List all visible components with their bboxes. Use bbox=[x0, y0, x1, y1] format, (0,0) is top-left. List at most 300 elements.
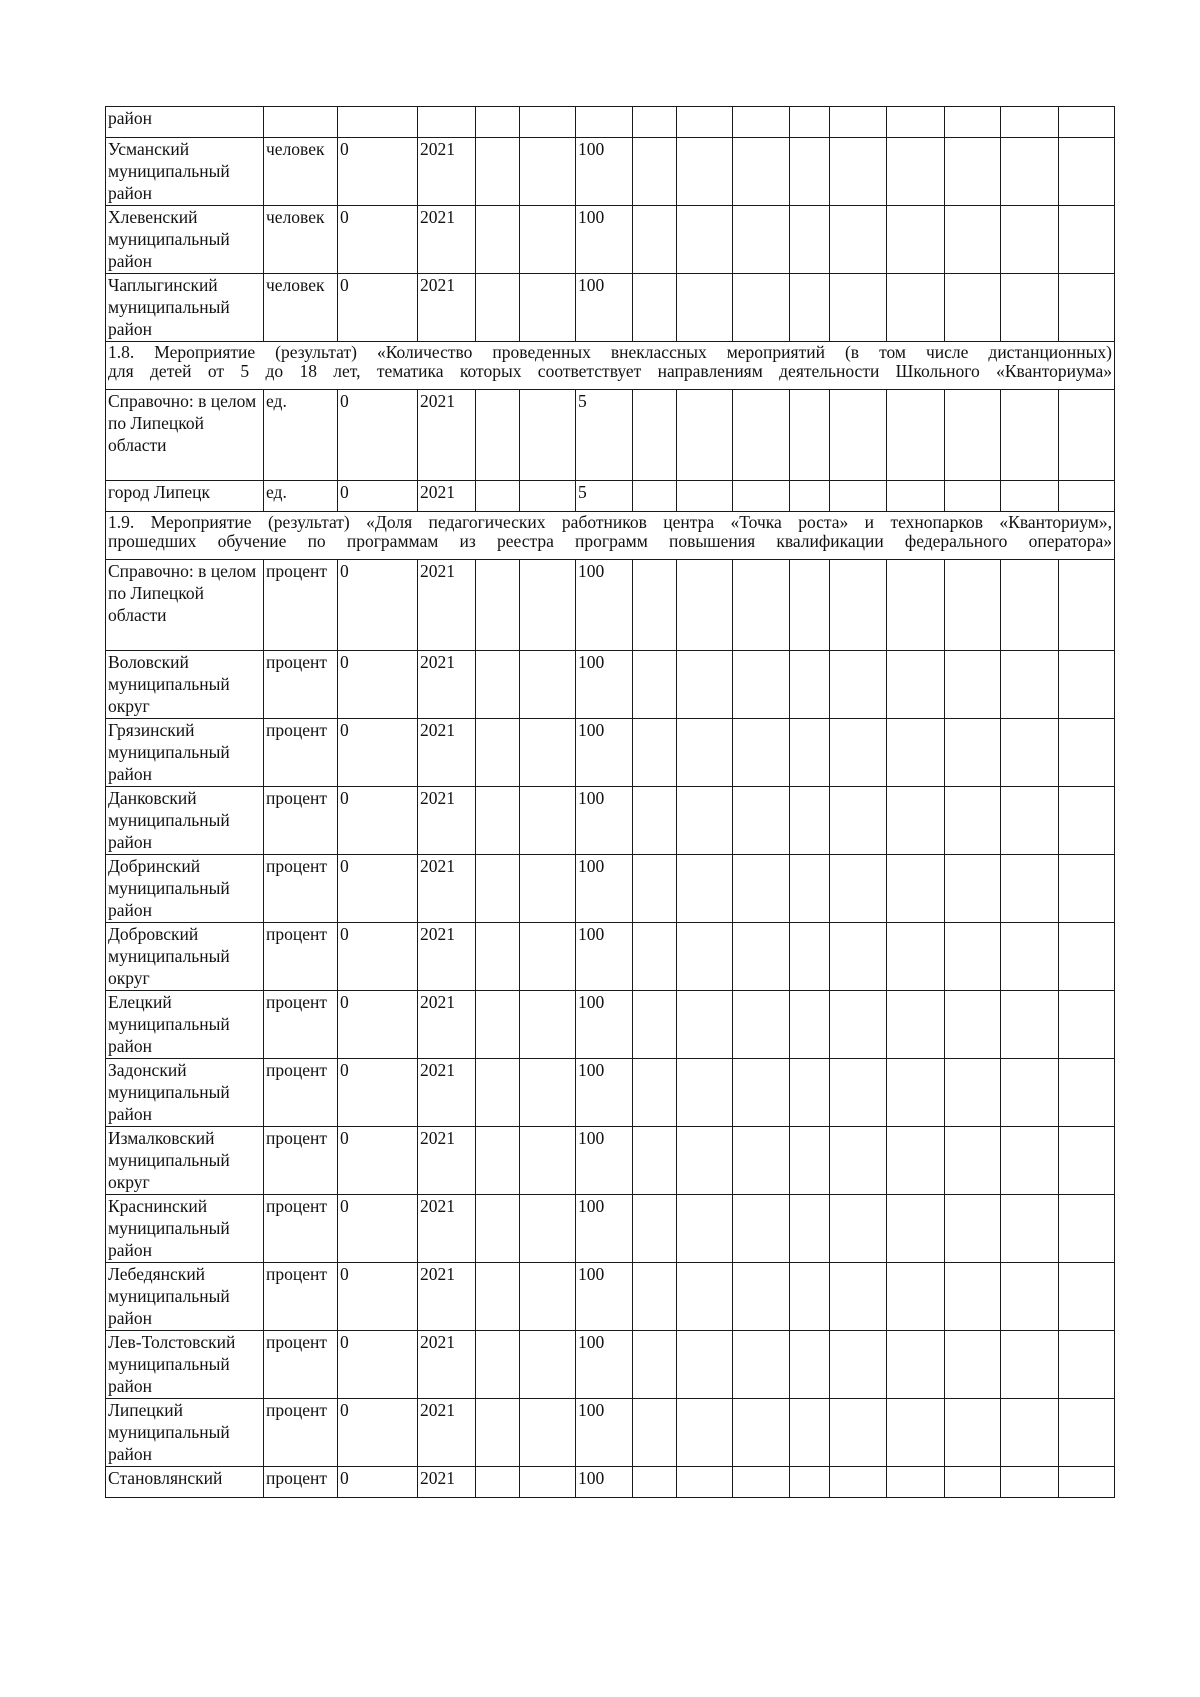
empty-cell bbox=[830, 923, 887, 991]
unit-cell: человек bbox=[264, 206, 338, 274]
base-year-cell: 2021 bbox=[418, 651, 476, 719]
empty-cell bbox=[733, 1195, 790, 1263]
empty-cell bbox=[633, 481, 677, 512]
target-value-cell: 100 bbox=[576, 787, 633, 855]
empty-cell bbox=[733, 651, 790, 719]
target-value-cell bbox=[576, 107, 633, 138]
empty-cell bbox=[633, 560, 677, 651]
empty-cell bbox=[520, 274, 576, 342]
empty-cell bbox=[677, 481, 733, 512]
empty-cell bbox=[633, 1467, 677, 1498]
empty-cell bbox=[945, 719, 1001, 787]
empty-cell bbox=[945, 1399, 1001, 1467]
empty-cell bbox=[677, 1127, 733, 1195]
empty-cell bbox=[887, 206, 945, 274]
base-year-cell: 2021 bbox=[418, 923, 476, 991]
empty-cell bbox=[677, 1331, 733, 1399]
empty-cell bbox=[790, 481, 830, 512]
empty-cell bbox=[1001, 481, 1059, 512]
empty-cell bbox=[790, 991, 830, 1059]
empty-cell bbox=[1059, 923, 1115, 991]
empty-cell bbox=[1001, 991, 1059, 1059]
empty-cell bbox=[520, 1059, 576, 1127]
empty-cell bbox=[733, 1127, 790, 1195]
empty-cell bbox=[520, 1195, 576, 1263]
empty-cell bbox=[677, 107, 733, 138]
territory-cell: Чаплыгинский муниципальный район bbox=[106, 274, 264, 342]
empty-cell bbox=[1059, 787, 1115, 855]
base-value-cell: 0 bbox=[338, 855, 418, 923]
empty-cell bbox=[1059, 274, 1115, 342]
empty-cell bbox=[633, 855, 677, 923]
unit-cell: человек bbox=[264, 274, 338, 342]
base-year-cell: 2021 bbox=[418, 206, 476, 274]
empty-cell bbox=[476, 1195, 520, 1263]
empty-cell bbox=[733, 855, 790, 923]
empty-cell bbox=[677, 1399, 733, 1467]
base-year-cell: 2021 bbox=[418, 787, 476, 855]
empty-cell bbox=[830, 1127, 887, 1195]
territory-cell: Хлевенский муниципальный район bbox=[106, 206, 264, 274]
target-value-cell: 100 bbox=[576, 1059, 633, 1127]
base-year-cell: 2021 bbox=[418, 138, 476, 206]
empty-cell bbox=[1001, 1127, 1059, 1195]
table-row bbox=[106, 206, 1115, 274]
empty-cell bbox=[476, 1127, 520, 1195]
empty-cell bbox=[633, 1195, 677, 1263]
section-title-line: прошедших обучение по программам из реестра программ повышения квалификации федерального оператора» bbox=[108, 531, 1112, 551]
table-row bbox=[106, 1467, 1115, 1498]
empty-cell bbox=[633, 787, 677, 855]
empty-cell bbox=[830, 787, 887, 855]
empty-cell bbox=[1001, 206, 1059, 274]
empty-cell bbox=[476, 1399, 520, 1467]
base-value-cell: 0 bbox=[338, 651, 418, 719]
empty-cell bbox=[1059, 1059, 1115, 1127]
empty-cell bbox=[790, 1127, 830, 1195]
empty-cell bbox=[887, 787, 945, 855]
empty-cell bbox=[945, 855, 1001, 923]
territory-cell: Задонский муниципальный район bbox=[106, 1059, 264, 1127]
empty-cell bbox=[1001, 274, 1059, 342]
unit-cell: ед. bbox=[264, 481, 338, 512]
table-row bbox=[106, 560, 1115, 651]
table-row bbox=[106, 855, 1115, 923]
empty-cell bbox=[945, 1331, 1001, 1399]
empty-cell bbox=[945, 923, 1001, 991]
empty-cell bbox=[1001, 855, 1059, 923]
empty-cell bbox=[830, 107, 887, 138]
empty-cell bbox=[476, 1263, 520, 1331]
empty-cell bbox=[520, 1467, 576, 1498]
empty-cell bbox=[830, 1263, 887, 1331]
empty-cell bbox=[945, 560, 1001, 651]
table-row bbox=[106, 719, 1115, 787]
empty-cell bbox=[1059, 138, 1115, 206]
empty-cell bbox=[887, 991, 945, 1059]
empty-cell bbox=[1001, 1059, 1059, 1127]
empty-cell bbox=[476, 787, 520, 855]
unit-cell: процент bbox=[264, 1127, 338, 1195]
empty-cell bbox=[887, 481, 945, 512]
empty-cell bbox=[476, 206, 520, 274]
empty-cell bbox=[790, 1195, 830, 1263]
empty-cell bbox=[1001, 1467, 1059, 1498]
empty-cell bbox=[945, 138, 1001, 206]
empty-cell bbox=[1059, 560, 1115, 651]
territory-cell: Елецкий муниципальный район bbox=[106, 991, 264, 1059]
base-year-cell: 2021 bbox=[418, 390, 476, 481]
base-value-cell: 0 bbox=[338, 1331, 418, 1399]
empty-cell bbox=[733, 481, 790, 512]
empty-cell bbox=[520, 651, 576, 719]
target-value-cell: 100 bbox=[576, 206, 633, 274]
empty-cell bbox=[887, 138, 945, 206]
empty-cell bbox=[830, 855, 887, 923]
empty-cell bbox=[790, 923, 830, 991]
empty-cell bbox=[476, 1331, 520, 1399]
empty-cell bbox=[1059, 390, 1115, 481]
empty-cell bbox=[520, 107, 576, 138]
table-row bbox=[106, 138, 1115, 206]
empty-cell bbox=[677, 1467, 733, 1498]
table-row bbox=[106, 1059, 1115, 1127]
base-value-cell: 0 bbox=[338, 390, 418, 481]
territory-cell: Краснинский муниципальный район bbox=[106, 1195, 264, 1263]
unit-cell: процент bbox=[264, 1263, 338, 1331]
empty-cell bbox=[830, 206, 887, 274]
empty-cell bbox=[830, 719, 887, 787]
base-year-cell: 2021 bbox=[418, 1263, 476, 1331]
base-year-cell: 2021 bbox=[418, 1195, 476, 1263]
empty-cell bbox=[790, 1399, 830, 1467]
empty-cell bbox=[830, 1399, 887, 1467]
empty-cell bbox=[677, 1263, 733, 1331]
empty-cell bbox=[677, 390, 733, 481]
territory-cell: Воловский муниципальный округ bbox=[106, 651, 264, 719]
empty-cell bbox=[1059, 651, 1115, 719]
target-value-cell: 5 bbox=[576, 390, 633, 481]
table-row bbox=[106, 1195, 1115, 1263]
empty-cell bbox=[733, 1467, 790, 1498]
territory-cell: город Липецк bbox=[106, 481, 264, 512]
target-value-cell: 100 bbox=[576, 719, 633, 787]
table-row bbox=[106, 923, 1115, 991]
base-year-cell: 2021 bbox=[418, 1399, 476, 1467]
table-row bbox=[106, 481, 1115, 512]
empty-cell bbox=[733, 390, 790, 481]
empty-cell bbox=[1001, 651, 1059, 719]
table-row bbox=[106, 1399, 1115, 1467]
table-row bbox=[106, 787, 1115, 855]
empty-cell bbox=[733, 1331, 790, 1399]
table-row bbox=[106, 651, 1115, 719]
unit-cell: процент bbox=[264, 787, 338, 855]
empty-cell bbox=[520, 390, 576, 481]
empty-cell bbox=[520, 138, 576, 206]
target-value-cell: 100 bbox=[576, 991, 633, 1059]
empty-cell bbox=[520, 1331, 576, 1399]
empty-cell bbox=[633, 1263, 677, 1331]
empty-cell bbox=[887, 1127, 945, 1195]
base-year-cell: 2021 bbox=[418, 855, 476, 923]
base-value-cell: 0 bbox=[338, 1195, 418, 1263]
empty-cell bbox=[633, 206, 677, 274]
territory-cell: Добринский муниципальный район bbox=[106, 855, 264, 923]
empty-cell bbox=[520, 206, 576, 274]
table-row bbox=[106, 390, 1115, 481]
unit-cell: процент bbox=[264, 991, 338, 1059]
target-value-cell: 100 bbox=[576, 651, 633, 719]
empty-cell bbox=[476, 1467, 520, 1498]
empty-cell bbox=[887, 1399, 945, 1467]
empty-cell bbox=[790, 719, 830, 787]
empty-cell bbox=[887, 560, 945, 651]
empty-cell bbox=[1059, 206, 1115, 274]
unit-cell: ед. bbox=[264, 390, 338, 481]
table-row bbox=[106, 107, 1115, 138]
empty-cell bbox=[945, 651, 1001, 719]
table-row bbox=[106, 274, 1115, 342]
empty-cell bbox=[677, 274, 733, 342]
unit-cell: процент bbox=[264, 1059, 338, 1127]
territory-cell: Становлянский bbox=[106, 1467, 264, 1498]
base-value-cell: 0 bbox=[338, 991, 418, 1059]
empty-cell bbox=[945, 206, 1001, 274]
empty-cell bbox=[520, 560, 576, 651]
base-value-cell: 0 bbox=[338, 1467, 418, 1498]
empty-cell bbox=[677, 1059, 733, 1127]
unit-cell bbox=[264, 107, 338, 138]
empty-cell bbox=[677, 855, 733, 923]
section-title bbox=[106, 512, 1115, 560]
empty-cell bbox=[830, 274, 887, 342]
target-value-cell: 100 bbox=[576, 138, 633, 206]
base-year-cell: 2021 bbox=[418, 1059, 476, 1127]
unit-cell: человек bbox=[264, 138, 338, 206]
empty-cell bbox=[790, 855, 830, 923]
empty-cell bbox=[520, 923, 576, 991]
unit-cell: процент bbox=[264, 855, 338, 923]
base-value-cell: 0 bbox=[338, 206, 418, 274]
empty-cell bbox=[887, 107, 945, 138]
empty-cell bbox=[1059, 1263, 1115, 1331]
empty-cell bbox=[830, 481, 887, 512]
empty-cell bbox=[733, 991, 790, 1059]
territory-cell: район bbox=[106, 107, 264, 138]
target-value-cell: 100 bbox=[576, 1195, 633, 1263]
unit-cell: процент bbox=[264, 923, 338, 991]
base-year-cell: 2021 bbox=[418, 991, 476, 1059]
empty-cell bbox=[1001, 390, 1059, 481]
empty-cell bbox=[887, 274, 945, 342]
empty-cell bbox=[790, 390, 830, 481]
section-header-row bbox=[106, 512, 1115, 560]
empty-cell bbox=[677, 651, 733, 719]
empty-cell bbox=[633, 1059, 677, 1127]
empty-cell bbox=[830, 390, 887, 481]
empty-cell bbox=[677, 1195, 733, 1263]
empty-cell bbox=[633, 274, 677, 342]
base-value-cell: 0 bbox=[338, 138, 418, 206]
empty-cell bbox=[520, 719, 576, 787]
empty-cell bbox=[476, 991, 520, 1059]
empty-cell bbox=[1059, 481, 1115, 512]
empty-cell bbox=[633, 138, 677, 206]
empty-cell bbox=[476, 923, 520, 991]
empty-cell bbox=[1001, 1399, 1059, 1467]
empty-cell bbox=[633, 651, 677, 719]
territory-cell: Усманский муниципальный район bbox=[106, 138, 264, 206]
empty-cell bbox=[830, 1195, 887, 1263]
empty-cell bbox=[520, 855, 576, 923]
empty-cell bbox=[1001, 560, 1059, 651]
empty-cell bbox=[830, 560, 887, 651]
empty-cell bbox=[1059, 1467, 1115, 1498]
target-value-cell: 100 bbox=[576, 560, 633, 651]
base-value-cell: 0 bbox=[338, 1059, 418, 1127]
base-value-cell: 0 bbox=[338, 787, 418, 855]
unit-cell: процент bbox=[264, 719, 338, 787]
base-year-cell: 2021 bbox=[418, 719, 476, 787]
empty-cell bbox=[633, 107, 677, 138]
empty-cell bbox=[520, 1127, 576, 1195]
section-header-row bbox=[106, 342, 1115, 390]
empty-cell bbox=[945, 1263, 1001, 1331]
empty-cell bbox=[1059, 991, 1115, 1059]
section-title-line: 1.8. Мероприятие (результат) «Количество проведенных внеклассных мероприятий (в том числе дистанционных) bbox=[108, 342, 1112, 362]
empty-cell bbox=[1059, 107, 1115, 138]
empty-cell bbox=[790, 206, 830, 274]
target-value-cell: 100 bbox=[576, 855, 633, 923]
section-title bbox=[106, 342, 1115, 390]
empty-cell bbox=[790, 274, 830, 342]
empty-cell bbox=[733, 787, 790, 855]
territory-cell: Справочно: в целом по Липецкой области bbox=[106, 390, 264, 481]
empty-cell bbox=[1001, 1263, 1059, 1331]
section-title-line: 1.9. Мероприятие (результат) «Доля педагогических работников центра «Точка роста» и технопарков «Кванториум», bbox=[108, 512, 1112, 532]
target-value-cell: 100 bbox=[576, 1399, 633, 1467]
empty-cell bbox=[1001, 787, 1059, 855]
territory-cell: Лев-Толстовский муниципальный район bbox=[106, 1331, 264, 1399]
empty-cell bbox=[633, 991, 677, 1059]
base-value-cell: 0 bbox=[338, 719, 418, 787]
empty-cell bbox=[476, 651, 520, 719]
empty-cell bbox=[945, 274, 1001, 342]
empty-cell bbox=[476, 1059, 520, 1127]
empty-cell bbox=[733, 719, 790, 787]
empty-cell bbox=[790, 787, 830, 855]
empty-cell bbox=[520, 787, 576, 855]
empty-cell bbox=[887, 719, 945, 787]
empty-cell bbox=[887, 1059, 945, 1127]
target-value-cell: 100 bbox=[576, 1127, 633, 1195]
territory-cell: Измалковский муниципальный округ bbox=[106, 1127, 264, 1195]
empty-cell bbox=[677, 991, 733, 1059]
empty-cell bbox=[633, 1399, 677, 1467]
empty-cell bbox=[633, 719, 677, 787]
empty-cell bbox=[1059, 855, 1115, 923]
target-value-cell: 100 bbox=[576, 1331, 633, 1399]
empty-cell bbox=[520, 991, 576, 1059]
unit-cell: процент bbox=[264, 1399, 338, 1467]
empty-cell bbox=[887, 1467, 945, 1498]
empty-cell bbox=[830, 1331, 887, 1399]
empty-cell bbox=[733, 206, 790, 274]
unit-cell: процент bbox=[264, 560, 338, 651]
empty-cell bbox=[1059, 1399, 1115, 1467]
empty-cell bbox=[476, 390, 520, 481]
base-year-cell: 2021 bbox=[418, 1331, 476, 1399]
empty-cell bbox=[830, 991, 887, 1059]
empty-cell bbox=[476, 481, 520, 512]
empty-cell bbox=[1001, 107, 1059, 138]
empty-cell bbox=[476, 855, 520, 923]
empty-cell bbox=[1001, 1195, 1059, 1263]
empty-cell bbox=[733, 1059, 790, 1127]
territory-cell: Липецкий муниципальный район bbox=[106, 1399, 264, 1467]
base-year-cell: 2021 bbox=[418, 274, 476, 342]
table-row bbox=[106, 991, 1115, 1059]
empty-cell bbox=[1059, 1195, 1115, 1263]
territory-cell: Добровский муниципальный округ bbox=[106, 923, 264, 991]
base-year-cell: 2021 bbox=[418, 481, 476, 512]
empty-cell bbox=[633, 923, 677, 991]
territory-cell: Лебедянский муниципальный район bbox=[106, 1263, 264, 1331]
base-value-cell: 0 bbox=[338, 1127, 418, 1195]
empty-cell bbox=[677, 719, 733, 787]
empty-cell bbox=[830, 651, 887, 719]
empty-cell bbox=[945, 1127, 1001, 1195]
base-year-cell: 2021 bbox=[418, 560, 476, 651]
empty-cell bbox=[1001, 1331, 1059, 1399]
base-value-cell: 0 bbox=[338, 481, 418, 512]
territory-cell: Справочно: в целом по Липецкой области bbox=[106, 560, 264, 651]
target-value-cell: 100 bbox=[576, 1467, 633, 1498]
empty-cell bbox=[830, 138, 887, 206]
empty-cell bbox=[945, 991, 1001, 1059]
empty-cell bbox=[633, 390, 677, 481]
table-row bbox=[106, 1127, 1115, 1195]
empty-cell bbox=[790, 651, 830, 719]
base-year-cell: 2021 bbox=[418, 1127, 476, 1195]
target-value-cell: 5 bbox=[576, 481, 633, 512]
empty-cell bbox=[1001, 923, 1059, 991]
empty-cell bbox=[677, 138, 733, 206]
empty-cell bbox=[790, 138, 830, 206]
target-value-cell: 100 bbox=[576, 274, 633, 342]
base-value-cell bbox=[338, 107, 418, 138]
base-value-cell: 0 bbox=[338, 1399, 418, 1467]
empty-cell bbox=[945, 390, 1001, 481]
table-row bbox=[106, 1263, 1115, 1331]
empty-cell bbox=[790, 1331, 830, 1399]
territory-cell: Данковский муниципальный район bbox=[106, 787, 264, 855]
empty-cell bbox=[633, 1127, 677, 1195]
empty-cell bbox=[830, 1059, 887, 1127]
empty-cell bbox=[790, 107, 830, 138]
table-row bbox=[106, 1331, 1115, 1399]
empty-cell bbox=[677, 923, 733, 991]
empty-cell bbox=[945, 1195, 1001, 1263]
base-value-cell: 0 bbox=[338, 923, 418, 991]
empty-cell bbox=[677, 206, 733, 274]
empty-cell bbox=[476, 107, 520, 138]
empty-cell bbox=[790, 1467, 830, 1498]
empty-cell bbox=[633, 1331, 677, 1399]
unit-cell: процент bbox=[264, 1467, 338, 1498]
empty-cell bbox=[830, 1467, 887, 1498]
